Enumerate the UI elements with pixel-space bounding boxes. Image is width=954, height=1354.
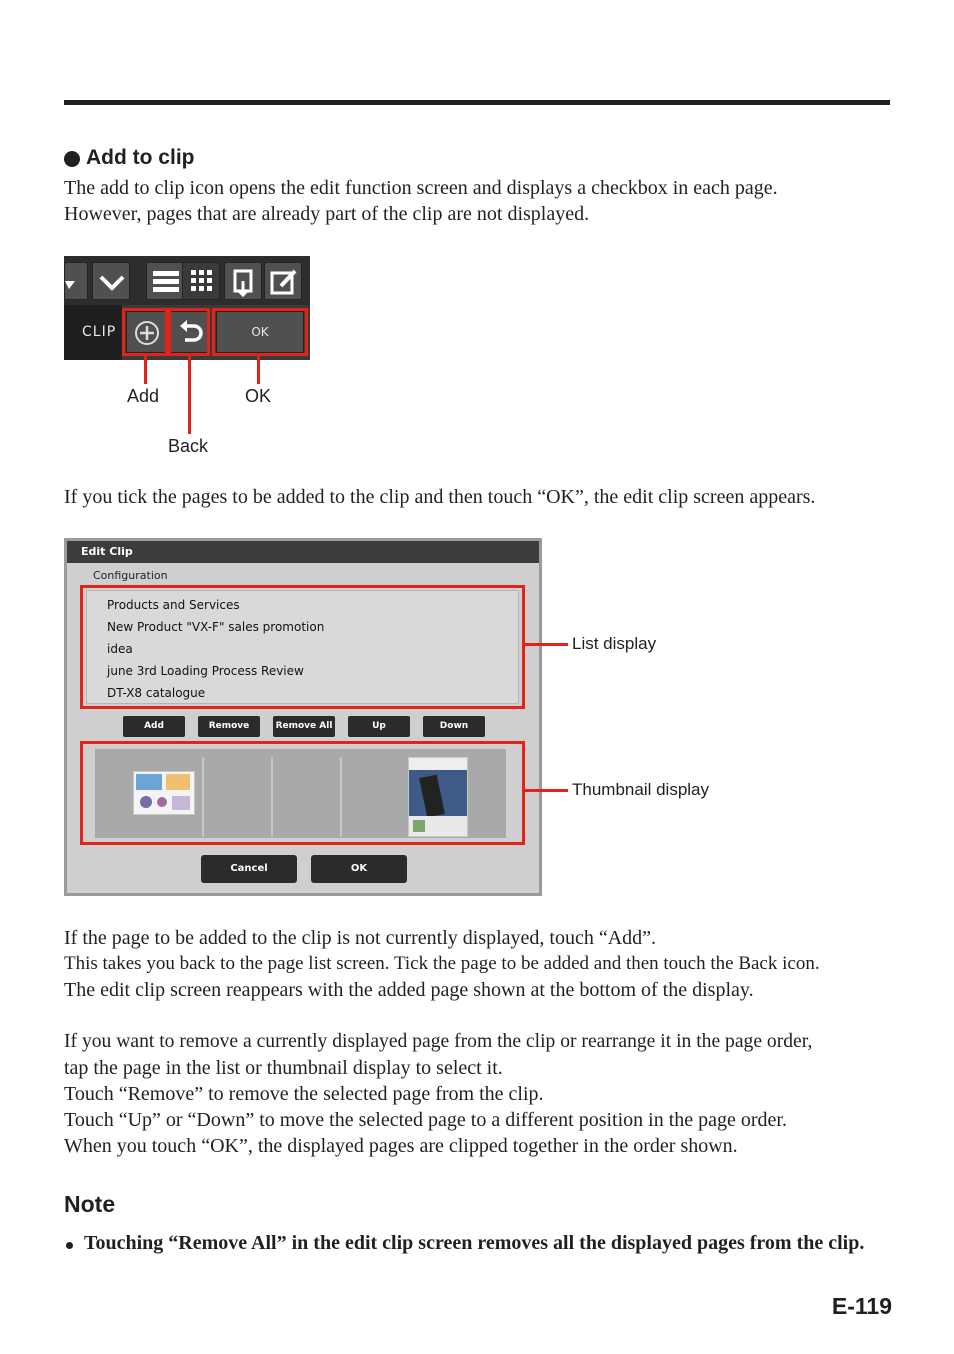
thumbnail-display-label: Thumbnail display [572,780,710,799]
back-callout-line [188,356,191,434]
add-callout-label: Add [127,386,160,406]
body-line: Touch “Up” or “Down” to move the selected page to a different position in the page order. [64,1109,787,1131]
remove-all-button[interactable]: Remove All [273,716,335,737]
add-callout-line [144,356,147,384]
ok-callout-box [212,308,308,356]
note-title: Note [64,1191,116,1217]
list-item[interactable]: DT-X8 catalogue [107,686,206,700]
list-view-icon[interactable] [146,262,184,300]
edit-icon[interactable] [264,262,302,300]
dialog-title: Edit Clip [67,541,539,563]
bullet-icon [66,1242,73,1249]
chevron-down-icon[interactable] [92,262,130,300]
clip-label: CLIP [82,324,117,340]
after-toolbar-text: If you tick the pages to be added to the clip and then touch “OK”, the edit clip screen appears. [64,486,816,508]
remove-button[interactable]: Remove [198,716,260,737]
cancel-button[interactable]: Cancel [201,855,297,883]
thumbnail-callout-box [80,741,525,845]
body-line: This takes you back to the page list screen. Tick the page to be added and then touch the Back icon. [64,953,820,974]
back-callout-label: Back [168,436,209,456]
section-title: Add to clip [86,146,195,169]
list-item[interactable]: idea [107,642,133,656]
list-display-label: List display [572,634,657,653]
ok-button[interactable]: OK [216,311,304,353]
back-callout-box [168,308,210,356]
intro-line-1: The add to clip icon opens the edit function screen and displays a checkbox in each page. [64,177,778,199]
bullet-icon [64,151,80,167]
list-callout-box [80,585,525,709]
body-line: When you touch “OK”, the displayed pages are clipped together in the order shown. [64,1135,738,1157]
toolbar-screenshot [64,256,310,360]
note-text: Touching “Remove All” in the edit clip screen removes all the displayed pages from the clip. [84,1232,865,1254]
body-line: If you want to remove a currently displayed page from the clip or rearrange it in the page order, [64,1031,813,1052]
up-button[interactable]: Up [348,716,410,737]
ok-callout-label: OK [245,386,272,406]
down-button[interactable]: Down [423,716,485,737]
body-line: tap the page in the list or thumbnail display to select it. [64,1057,503,1079]
list-item[interactable]: june 3rd Loading Process Review [107,664,304,678]
body-line: The edit clip screen reappears with the added page shown at the bottom of the display. [64,979,754,1001]
body-line: If the page to be added to the clip is not currently displayed, touch “Add”. [64,927,657,949]
configuration-label: Configuration [93,569,168,582]
body-line: Touch “Remove” to remove the selected page from the clip. [64,1083,544,1105]
add-callout-box [122,308,168,356]
header-rule [64,100,890,105]
clip-icon[interactable] [224,262,262,300]
list-item[interactable]: New Product "VX-F" sales promotion [107,620,325,634]
grid-view-icon[interactable] [182,262,220,300]
dialog-ok-button[interactable]: OK [311,855,407,883]
ok-callout-line [257,356,260,384]
edit-clip-dialog [64,538,542,896]
thumbnail-callout-line [522,789,568,792]
chevron-down-icon-partial[interactable] [64,262,88,300]
add-button[interactable]: Add [123,716,185,737]
section-heading [64,146,195,170]
intro-line-2: However, pages that are already part of the clip are not displayed. [64,203,590,225]
page-number: E-119 [831,1293,892,1319]
list-callout-line [522,643,568,646]
list-item[interactable]: Products and Services [107,598,240,612]
